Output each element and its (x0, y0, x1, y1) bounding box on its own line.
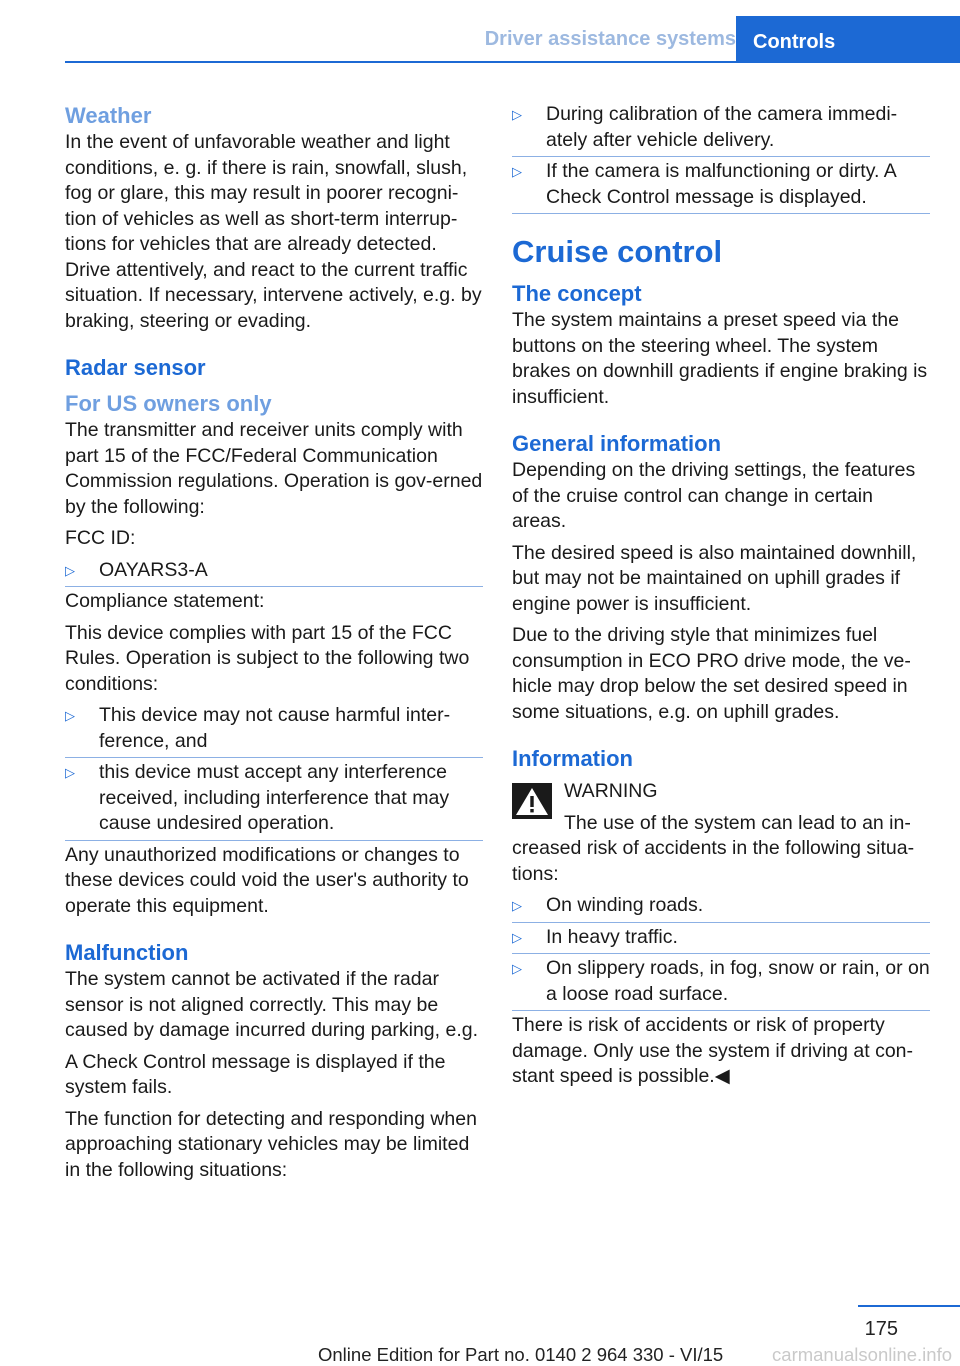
list-item: ▷ This device may not cause harmful inter‐ference, and (65, 703, 483, 754)
warning-block (512, 779, 930, 887)
list-item: ▷ In heavy traffic. (512, 925, 930, 951)
list-item: ▷ If the camera is malfunctioning or dirty. A Check Control message is displayed. (512, 159, 930, 210)
general-information-heading: General information (512, 431, 722, 456)
triangle-bullet-icon: ▷ (512, 107, 522, 122)
list-item: ▷ On slippery roads, in fog, snow or rain, or on a loose road surface. (512, 956, 930, 1007)
information-heading: Information (512, 746, 633, 771)
general-text-3: Due to the driving style that minimizes fuel consumption in ECO PRO drive mode, the ve‐hicle may drop below the set desired speed in some situations, e.g. on uphill grades. (512, 624, 911, 723)
concept-heading: The concept (512, 281, 642, 306)
radar-sensor-heading: Radar sensor (65, 355, 206, 380)
malfunction-text-3: The function for detecting and responding when approaching stationary vehicles may be limited in the following situations: (65, 1107, 477, 1181)
fcc-id-list (65, 558, 483, 584)
weather-heading: Weather (65, 103, 152, 128)
malfunction-heading: Malfunction (65, 940, 189, 965)
triangle-bullet-icon: ▷ (512, 164, 522, 179)
compliance-text: This device complies with part 15 of the FCC Rules. Operation is subject to the following two conditions: (65, 621, 470, 695)
header-rule (65, 61, 960, 63)
right-column (512, 102, 930, 1096)
triangle-bullet-icon: ▷ (65, 562, 75, 578)
modifications-text: Any unauthorized modifications or changes to these devices could void the user's authority to operate this equipment. (65, 843, 469, 917)
cruise-control-title: Cruise control (512, 234, 723, 269)
general-text-2: The desired speed is also maintained downhill, but may not be maintained on uphill grades if engine power is insufficient. (512, 541, 917, 615)
page-number: 175 (864, 1318, 898, 1340)
list-item: ▷ this device must accept any interference received, including interference that may cause undesired operation. (65, 760, 483, 837)
list-item: ▷ During calibration of the camera immedi‐ately after vehicle delivery. (512, 102, 930, 153)
triangle-bullet-icon: ▷ (65, 765, 75, 780)
general-text-1: Depending on the driving settings, the features of the cruise control can change in certain areas. (512, 459, 916, 532)
warning-text: The use of the system can lead to an in‐creased risk of accidents in the following situa‐tions: (512, 811, 915, 885)
chapter-tab: Controls (736, 16, 960, 62)
malfunction-text-1: The system cannot be activated if the radar sensor is not aligned correctly. This may be caused by damage incurred during parking, e.g. (65, 968, 479, 1041)
risk-closing-text: There is risk of accidents or risk of property damage. Only use the system if driving at con‐stant speed is possible.◀ (512, 1014, 914, 1087)
concept-text: The system maintains a preset speed via the buttons on the steering wheel. The system brakes on downhill gradients if engine braking is insufficient. (512, 309, 928, 408)
triangle-bullet-icon: ▷ (65, 708, 75, 723)
us-owners-heading: For US owners only (65, 391, 272, 416)
section-tab: Driver assistance systems (484, 28, 736, 50)
list-item: ▷ OAYARS3-A (65, 558, 483, 584)
warning-label: WARNING (564, 780, 658, 802)
fcc-paragraph: The transmitter and receiver units comply with part 15 of the FCC/Federal Communication Commission regulations. Operation is gov‐erned by the following: (65, 419, 483, 518)
list-item: ▷ On winding roads. (512, 893, 930, 919)
fcc-id-label: FCC ID: (65, 527, 136, 549)
warning-triangle-icon (512, 783, 552, 819)
weather-text: In the event of unfavorable weather and light conditions, e. g. if there is rain, snowfall, slush, fog or glare, this may result in poorer recogni‐tion of vehicles as well as short-term interrup‐tions for vehicles that are already detected. Drive attentively, and react to the current traffic situation. If necessary, intervene actively, e.g. by braking, steering or evading. (65, 131, 482, 332)
malfunction-text-2: A Check Control message is displayed if the system fails. (65, 1050, 446, 1098)
limitations-list (512, 102, 930, 210)
triangle-bullet-icon: ▷ (512, 961, 522, 976)
edition-text: Online Edition for Part no. 0140 2 964 330 - VI/15 (318, 1344, 724, 1365)
left-column (65, 102, 483, 1189)
triangle-bullet-icon: ▷ (512, 929, 522, 945)
triangle-bullet-icon: ▷ (512, 898, 522, 913)
footer-rule (858, 1305, 960, 1307)
watermark: carmanualsonline.info (772, 1344, 952, 1365)
risk-situations-list (512, 893, 930, 1007)
page-header (0, 0, 960, 62)
compliance-label: Compliance statement: (65, 590, 265, 612)
conditions-list (65, 703, 483, 837)
